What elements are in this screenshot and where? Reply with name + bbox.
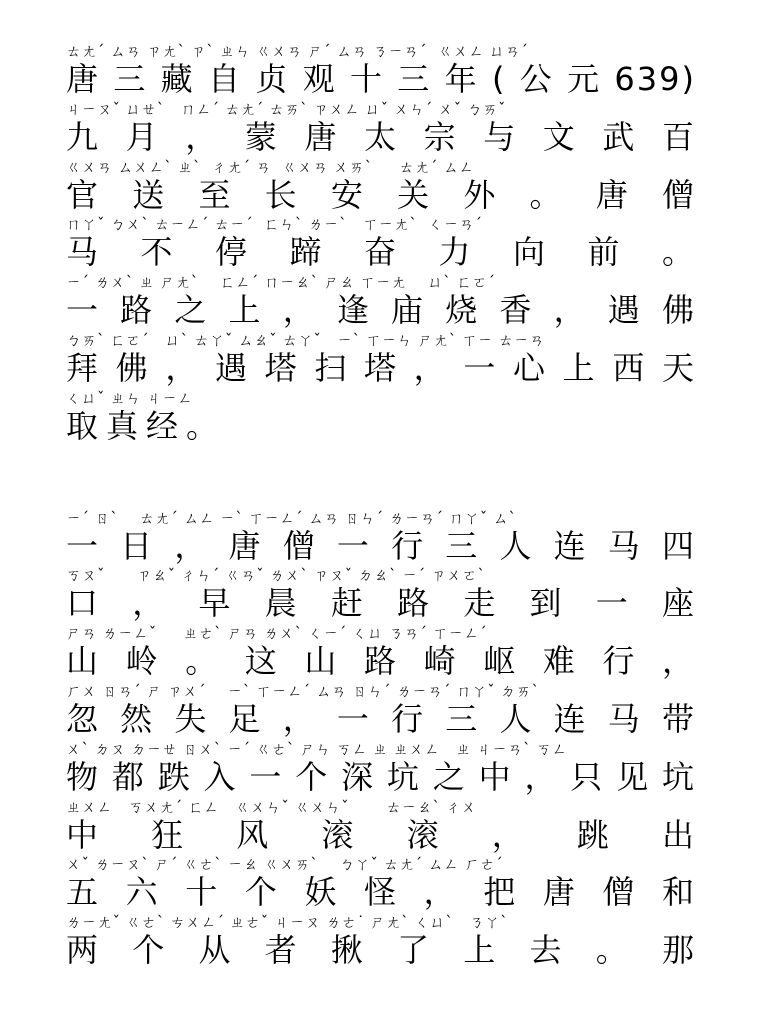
zhuyin-annotation: ㄑㄩˇ ㄓㄣ ㄐㄧㄥ bbox=[66, 388, 194, 407]
zhuyin-annotation: ㄌㄧㄤˇ ㄍㄜˋ ㄘㄨㄥˊ ㄓㄜˇ ㄐㄧㄡ ㄌㄜ˙ ㄕㄤˋ ㄑㄩˋ ㄋㄚˋ bbox=[66, 913, 509, 932]
chinese-text: 中狂风滚滚，跳出 bbox=[66, 815, 696, 854]
zhuyin-annotation: ㄍㄨㄢ ㄙㄨㄥˋ ㄓˋ ㄔㄤˊ ㄢ ㄍㄨㄢ ㄨㄞˋ ㄊㄤˊ ㄙㄥ bbox=[66, 157, 475, 176]
text-line bbox=[66, 213, 696, 271]
chinese-text: 九月，蒙唐太宗与文武百 bbox=[66, 117, 696, 156]
text-line bbox=[66, 329, 696, 387]
text-line bbox=[66, 98, 696, 156]
text-line bbox=[66, 40, 696, 98]
zhuyin-annotation: ㄨˋ ㄉㄡ ㄉㄧㄝ ㄖㄨˋ ㄧˊ ㄍㄜˋ ㄕㄣ ㄎㄥ ㄓ ㄓㄨㄥ ㄓ ㄐㄧㄢˋ ㄎㄥ bbox=[66, 739, 568, 758]
text-line bbox=[66, 387, 696, 445]
chinese-text: 唐三藏自贞观十三年(公元639) bbox=[66, 60, 696, 98]
chinese-text: 山岭。这山路崎岖难行， bbox=[66, 642, 696, 681]
chinese-text: 拜佛，遇塔扫塔，一心上西天 bbox=[66, 348, 696, 387]
text-line bbox=[66, 507, 696, 565]
zhuyin-annotation: ㄨˇ ㄌㄧㄡˋ ㄕˊ ㄍㄜˋ ㄧㄠ ㄍㄨㄞˋ ㄅㄚˇ ㄊㄤˊ ㄙㄥ ㄏㄜˊ bbox=[66, 855, 504, 874]
chinese-text: 取真经。 bbox=[66, 406, 227, 445]
zhuyin-annotation: ㄐㄧㄡˇ ㄩㄝˋ ㄇㄥˊ ㄊㄤˊ ㄊㄞˋ ㄗㄨㄥ ㄩˇ ㄨㄣˊ ㄨˇ ㄅㄞˇ bbox=[66, 99, 506, 118]
zhuyin-annotation: ㄕㄢ ㄌㄧㄥˇ ㄓㄜˋ ㄕㄢ ㄌㄨˋ ㄑㄧˊ ㄑㄩ ㄋㄢˊ ㄒㄧㄥˊ bbox=[66, 624, 488, 643]
chinese-text: 马不停蹄奋力向前。 bbox=[66, 233, 696, 272]
text-line bbox=[66, 564, 696, 622]
paragraph-2 bbox=[66, 507, 696, 969]
chinese-text: 官送至长安关外。唐僧 bbox=[66, 175, 696, 214]
zhuyin-annotation: ㄓㄨㄥ ㄎㄨㄤˊ ㄈㄥ ㄍㄨㄣˇ ㄍㄨㄣˇ ㄊㄧㄠˋ ㄔㄨ bbox=[66, 797, 477, 816]
zhuyin-annotation: ㄧˊ ㄌㄨˋ ㄓ ㄕㄤˋ ㄈㄥˊ ㄇㄧㄠˋ ㄕㄠ ㄒㄧㄤ ㄩˋ ㄈㄛˊ bbox=[66, 273, 496, 292]
chinese-text: 口，早晨赶路走到一座 bbox=[66, 584, 696, 623]
text-line bbox=[66, 680, 696, 738]
zhuyin-annotation: ㄅㄞˋ ㄈㄛˊ ㄩˋ ㄊㄚˇ ㄙㄠˇ ㄊㄚˇ ㄧˋ ㄒㄧㄣ ㄕㄤˋ ㄒㄧ ㄊㄧㄢ bbox=[66, 330, 545, 349]
text-line bbox=[66, 156, 696, 214]
chinese-text: 忽然失足，一行三人连马带 bbox=[66, 699, 696, 738]
chinese-text: 一日，唐僧一行三人连马四 bbox=[66, 526, 696, 565]
paragraph-1 bbox=[66, 40, 696, 445]
zhuyin-annotation: ㄇㄚˇ ㄅㄨˋ ㄊㄧㄥˊ ㄊㄧˊ ㄈㄣˋ ㄌㄧˋ ㄒㄧㄤˋ ㄑㄧㄢˊ bbox=[66, 215, 483, 234]
chinese-text: 五六十个妖怪，把唐僧和 bbox=[66, 873, 696, 912]
chinese-text: 两个从者揪了上去。那 bbox=[66, 931, 696, 970]
text-line bbox=[66, 853, 696, 911]
zhuyin-annotation: ㄊㄤˊ ㄙㄢ ㄗㄤˋ ㄗˋ ㄓㄣ ㄍㄨㄢ ㄕˊ ㄙㄢ ㄋㄧㄢˊ ㄍㄨㄥ ㄩㄢˊ bbox=[66, 42, 529, 60]
text-line bbox=[66, 738, 696, 796]
chinese-text: 一路之上，逢庙烧香，遇佛 bbox=[66, 291, 696, 330]
text-line bbox=[66, 271, 696, 329]
zhuyin-annotation: ㄏㄨ ㄖㄢˊ ㄕ ㄗㄨˊ ㄧˋ ㄒㄧㄥˊ ㄙㄢ ㄖㄣˊ ㄌㄧㄢˊ ㄇㄚˇ ㄉㄞˋ bbox=[66, 681, 540, 700]
text-line bbox=[66, 622, 696, 680]
chinese-text: 物都跌入一个深坑之中，只见坑 bbox=[66, 757, 696, 796]
zhuyin-annotation: ㄎㄡˇ ㄗㄠˇ ㄔㄣˊ ㄍㄢˇ ㄌㄨˋ ㄗㄡˇ ㄉㄠˋ ㄧˊ ㄗㄨㄛˋ bbox=[66, 566, 486, 585]
page bbox=[66, 40, 696, 969]
text-line bbox=[66, 911, 696, 969]
text-line bbox=[66, 796, 696, 854]
zhuyin-annotation: ㄧˊ ㄖˋ ㄊㄤˊ ㄙㄥ ㄧˋ ㄒㄧㄥˊ ㄙㄢ ㄖㄣˊ ㄌㄧㄢˊ ㄇㄚˇ ㄙˋ bbox=[66, 508, 517, 527]
